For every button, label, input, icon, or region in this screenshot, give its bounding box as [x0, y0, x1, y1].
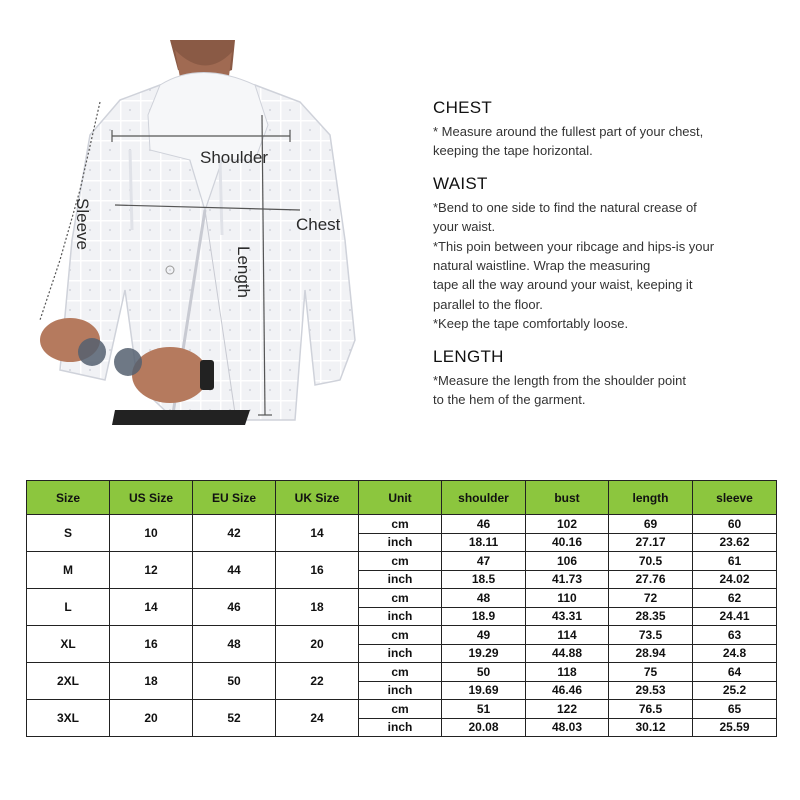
- sleeve-cell: 25.2: [693, 681, 777, 700]
- eu-size-cell: 50: [193, 663, 276, 700]
- guide-text: tape all the way around your waist, keeping it: [433, 277, 693, 293]
- measurement-guide: [433, 98, 783, 422]
- eu-size-cell: 48: [193, 626, 276, 663]
- shoulder-cell: 46: [442, 515, 526, 534]
- shoulder-measure-label: Shoulder: [200, 148, 269, 167]
- bust-cell: 43.31: [526, 607, 609, 626]
- table-row: [27, 515, 777, 534]
- bust-cell: 102: [526, 515, 609, 534]
- guide-text: natural waistline. Wrap the measuring: [433, 258, 651, 274]
- uk-size-cell: 14: [276, 515, 359, 552]
- guide-text: to the hem of the garment.: [433, 392, 586, 408]
- us-size-cell: 16: [110, 626, 193, 663]
- shoulder-cell: 18.11: [442, 533, 526, 552]
- unit-cell: inch: [359, 570, 442, 589]
- shoulder-cell: 50: [442, 663, 526, 682]
- guide-text: *Bend to one side to find the natural crease of: [433, 199, 697, 215]
- uk-size-cell: 20: [276, 626, 359, 663]
- length-cell: 70.5: [609, 552, 693, 571]
- length-cell: 75: [609, 663, 693, 682]
- length-cell: 72: [609, 589, 693, 608]
- eu-size-cell: 46: [193, 589, 276, 626]
- sleeve-measure-label: Sleeve: [73, 198, 92, 250]
- uk-size-cell: 24: [276, 700, 359, 737]
- unit-cell: inch: [359, 681, 442, 700]
- bust-cell: 114: [526, 626, 609, 645]
- table-row: [27, 589, 777, 608]
- length-cell: 27.17: [609, 533, 693, 552]
- shoulder-cell: 48: [442, 589, 526, 608]
- bust-cell: 44.88: [526, 644, 609, 663]
- column-header: length: [609, 481, 693, 515]
- uk-size-cell: 18: [276, 589, 359, 626]
- unit-cell: cm: [359, 663, 442, 682]
- length-cell: 73.5: [609, 626, 693, 645]
- guide-heading: LENGTH: [433, 346, 504, 366]
- uk-size-cell: 22: [276, 663, 359, 700]
- shoulder-cell: 18.9: [442, 607, 526, 626]
- bust-cell: 106: [526, 552, 609, 571]
- table-row: [27, 663, 777, 682]
- guide-text: *This poin between your ribcage and hips-is your: [433, 238, 715, 254]
- guide-text: *Keep the tape comfortably loose.: [433, 316, 629, 332]
- shoulder-cell: 18.5: [442, 570, 526, 589]
- sleeve-cell: 61: [693, 552, 777, 571]
- size-cell: L: [27, 589, 110, 626]
- sleeve-cell: 60: [693, 515, 777, 534]
- table-header-row: [27, 481, 777, 515]
- length-cell: 69: [609, 515, 693, 534]
- sleeve-cell: 65: [693, 700, 777, 719]
- table-body: [27, 515, 777, 737]
- column-header: Size: [27, 481, 110, 515]
- sleeve-cell: 23.62: [693, 533, 777, 552]
- bust-cell: 41.73: [526, 570, 609, 589]
- uk-size-cell: 16: [276, 552, 359, 589]
- us-size-cell: 12: [110, 552, 193, 589]
- size-cell: XL: [27, 626, 110, 663]
- bust-cell: 122: [526, 700, 609, 719]
- guide-text: keeping the tape horizontal.: [433, 143, 593, 159]
- table-row: [27, 626, 777, 645]
- shoulder-cell: 20.08: [442, 718, 526, 737]
- us-size-cell: 20: [110, 700, 193, 737]
- bust-cell: 46.46: [526, 681, 609, 700]
- column-header: Unit: [359, 481, 442, 515]
- length-cell: 28.94: [609, 644, 693, 663]
- column-header: EU Size: [193, 481, 276, 515]
- unit-cell: cm: [359, 589, 442, 608]
- size-cell: 2XL: [27, 663, 110, 700]
- unit-cell: inch: [359, 533, 442, 552]
- sleeve-cell: 24.02: [693, 570, 777, 589]
- guide-section-chest: [433, 98, 783, 161]
- us-size-cell: 14: [110, 589, 193, 626]
- length-measure-label: Length: [234, 246, 253, 298]
- column-header: shoulder: [442, 481, 526, 515]
- column-header: sleeve: [693, 481, 777, 515]
- column-header: UK Size: [276, 481, 359, 515]
- unit-cell: cm: [359, 552, 442, 571]
- eu-size-cell: 44: [193, 552, 276, 589]
- length-cell: 29.53: [609, 681, 693, 700]
- guide-text: parallel to the floor.: [433, 296, 543, 312]
- sleeve-cell: 25.59: [693, 718, 777, 737]
- eu-size-cell: 52: [193, 700, 276, 737]
- unit-cell: inch: [359, 644, 442, 663]
- size-cell: 3XL: [27, 700, 110, 737]
- length-cell: 28.35: [609, 607, 693, 626]
- shoulder-cell: 19.29: [442, 644, 526, 663]
- guide-section-length: [433, 347, 783, 410]
- shoulder-cell: 19.69: [442, 681, 526, 700]
- sleeve-cell: 64: [693, 663, 777, 682]
- shoulder-cell: 51: [442, 700, 526, 719]
- unit-cell: cm: [359, 515, 442, 534]
- size-cell: M: [27, 552, 110, 589]
- sleeve-cell: 24.41: [693, 607, 777, 626]
- guide-text: * Measure around the fullest part of your chest,: [433, 124, 704, 139]
- unit-cell: inch: [359, 718, 442, 737]
- sleeve-cell: 63: [693, 626, 777, 645]
- table-row: [27, 700, 777, 719]
- guide-text: your waist.: [433, 219, 496, 235]
- column-header: bust: [526, 481, 609, 515]
- length-cell: 27.76: [609, 570, 693, 589]
- unit-cell: inch: [359, 607, 442, 626]
- unit-cell: cm: [359, 700, 442, 719]
- us-size-cell: 18: [110, 663, 193, 700]
- table-row: [27, 552, 777, 571]
- size-chart-table: [26, 480, 777, 737]
- shoulder-cell: 49: [442, 626, 526, 645]
- guide-heading: WAIST: [433, 173, 488, 193]
- bust-cell: 40.16: [526, 533, 609, 552]
- length-cell: 76.5: [609, 700, 693, 719]
- column-header: US Size: [110, 481, 193, 515]
- guide-text: *Measure the length from the shoulder point: [433, 372, 686, 388]
- sleeve-cell: 24.8: [693, 644, 777, 663]
- eu-size-cell: 42: [193, 515, 276, 552]
- sleeve-cell: 62: [693, 589, 777, 608]
- shoulder-cell: 47: [442, 552, 526, 571]
- guide-heading: CHEST: [433, 98, 493, 117]
- chest-measure-label: Chest: [296, 215, 341, 234]
- size-cell: S: [27, 515, 110, 552]
- length-cell: 30.12: [609, 718, 693, 737]
- bust-cell: 48.03: [526, 718, 609, 737]
- unit-cell: cm: [359, 626, 442, 645]
- guide-section-waist: [433, 174, 783, 334]
- bust-cell: 110: [526, 589, 609, 608]
- bust-cell: 118: [526, 663, 609, 682]
- us-size-cell: 10: [110, 515, 193, 552]
